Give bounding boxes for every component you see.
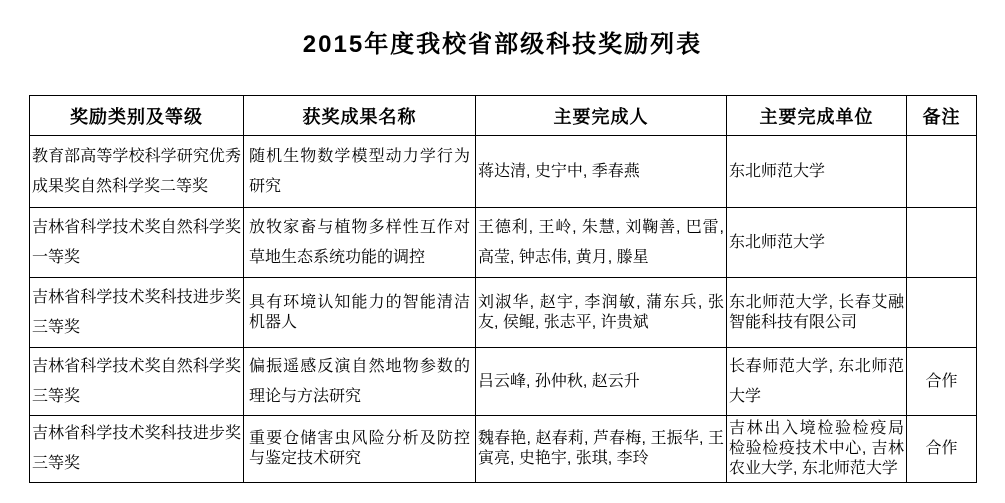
cell-units: 长春师范大学, 东北师范大学 [727,348,907,416]
cell-award: 吉林省科学技术奖科技进步奖三等奖 [30,278,244,348]
cell-award: 吉林省科学技术奖自然科学奖一等奖 [30,208,244,278]
cell-achievement: 放牧家畜与植物多样性互作对草地生态系统功能的调控 [244,208,476,278]
cell-remark: 合作 [907,348,977,416]
cell-award: 教育部高等学校科学研究优秀成果奖自然科学奖二等奖 [30,136,244,208]
cell-units: 吉林出入境检验检疫局检验检疫技术中心, 吉林农业大学, 东北师范大学 [727,416,907,483]
cell-award: 吉林省科学技术奖自然科学奖三等奖 [30,348,244,416]
header-cell-remark: 备注 [907,96,977,136]
cell-contributors: 蒋达清, 史宁中, 季春燕 [476,136,727,208]
header-cell-award: 奖励类别及等级 [30,96,244,136]
header-cell-achievement: 获奖成果名称 [244,96,476,136]
cell-remark [907,208,977,278]
cell-remark [907,136,977,208]
table-row [30,278,977,348]
cell-units: 东北师范大学, 长春艾融智能科技有限公司 [727,278,907,348]
cell-remark: 合作 [907,416,977,483]
cell-achievement: 具有环境认知能力的智能清洁机器人 [244,278,476,348]
cell-award: 吉林省科学技术奖科技进步奖三等奖 [30,416,244,483]
table-row [30,136,977,208]
cell-contributors: 魏春艳, 赵春莉, 芦春梅, 王振华, 王寅亮, 史艳宇, 张琪, 李玲 [476,416,727,483]
table-body [30,136,977,483]
awards-table [29,95,977,483]
cell-achievement: 重要仓储害虫风险分析及防控与鉴定技术研究 [244,416,476,483]
cell-achievement: 随机生物数学模型动力学行为研究 [244,136,476,208]
cell-contributors: 刘淑华, 赵宇, 李润敏, 蒲东兵, 张友, 侯鲲, 张志平, 许贵斌 [476,278,727,348]
table-row [30,208,977,278]
table-header-row [30,96,977,136]
header-cell-units: 主要完成单位 [727,96,907,136]
table-row [30,348,977,416]
cell-units: 东北师范大学 [727,136,907,208]
header-cell-contributors: 主要完成人 [476,96,727,136]
cell-contributors: 吕云峰, 孙仲秋, 赵云升 [476,348,727,416]
page-title: 2015年度我校省部级科技奖励列表 [302,31,703,58]
cell-contributors: 王德利, 王岭, 朱慧, 刘鞠善, 巴雷, 高莹, 钟志伟, 黄月, 滕星 [476,208,727,278]
table-row [30,416,977,483]
cell-achievement: 偏振遥感反演自然地物参数的理论与方法研究 [244,348,476,416]
cell-units: 东北师范大学 [727,208,907,278]
cell-remark [907,278,977,348]
